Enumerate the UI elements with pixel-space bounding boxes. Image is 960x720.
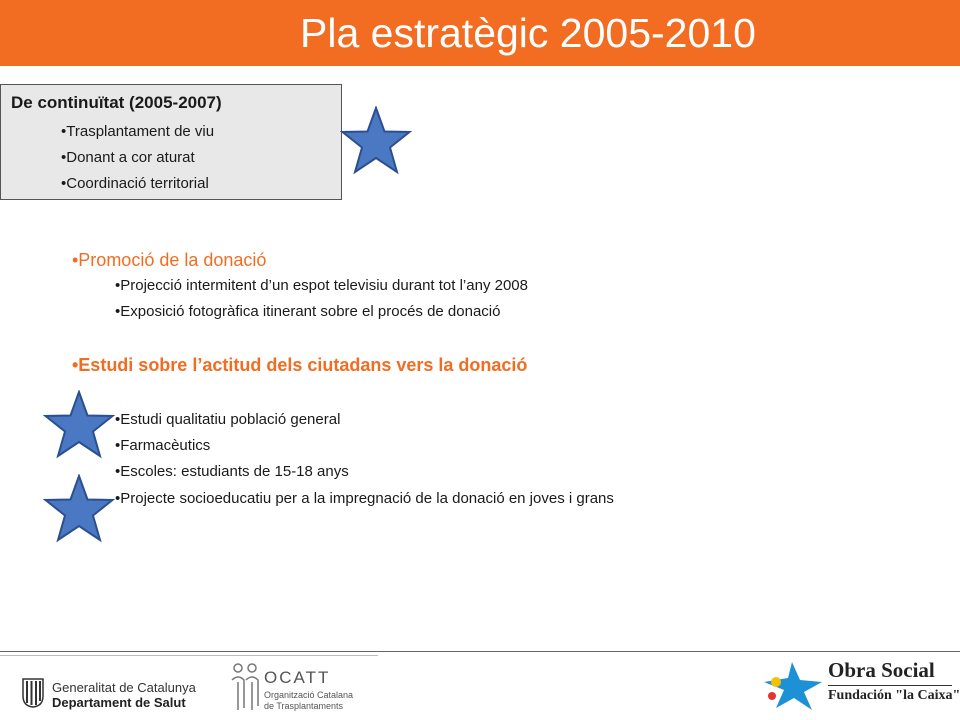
- logo-rule: [828, 685, 952, 686]
- continuity-heading: De continuïtat (2005-2007): [11, 93, 222, 112]
- department-name: Departament de Salut: [52, 695, 186, 710]
- catalonia-shield-icon: [22, 678, 44, 708]
- promotion-heading: •Promoció de la donació: [72, 250, 267, 270]
- list-item: •Exposició fotogràfica itinerant sobre el procés de donació: [115, 303, 501, 320]
- star-icon: [340, 106, 412, 176]
- ocatt-logo: [228, 660, 378, 715]
- list-item: •Estudi qualitatiu població general: [115, 411, 341, 428]
- star-icon: [43, 390, 115, 460]
- people-icon: [228, 662, 262, 714]
- title-bar: [0, 0, 960, 66]
- footer-divider: [0, 655, 378, 656]
- list-item: •Farmacèutics: [115, 437, 211, 454]
- footer-divider: [0, 651, 960, 652]
- continuity-box: [0, 84, 342, 200]
- star-icon: [43, 474, 115, 544]
- ocatt-line: Organització Catalana: [264, 690, 354, 700]
- list-item: •Coordinació territorial: [61, 175, 209, 192]
- page-title: Pla estratègic 2005-2010: [300, 10, 756, 56]
- study-heading: •Estudi sobre l’actitud dels ciutadans vers la donació: [72, 355, 528, 375]
- list-item: •Donant a cor aturat: [61, 149, 195, 166]
- list-item: •Escoles: estudiants de 15-18 anys: [115, 463, 349, 480]
- la-caixa-star-icon: [762, 660, 824, 712]
- ocatt-line: de Trasplantaments: [264, 701, 344, 711]
- list-item: •Projecte socioeducatiu per a la impregnació de la donació en joves i grans: [115, 490, 614, 507]
- generalitat-name: Generalitat de Catalunya: [52, 680, 196, 695]
- obra-social-logo: [762, 656, 958, 716]
- ocatt-name: OCATT: [264, 668, 331, 687]
- list-item: •Projecció intermitent d’un espot televisiu durant tot l’any 2008: [115, 277, 528, 294]
- obra-social-name: Obra Social: [828, 658, 935, 682]
- fundacion-name: Fundación "la Caixa": [828, 688, 960, 703]
- list-item: •Trasplantament de viu: [61, 123, 215, 140]
